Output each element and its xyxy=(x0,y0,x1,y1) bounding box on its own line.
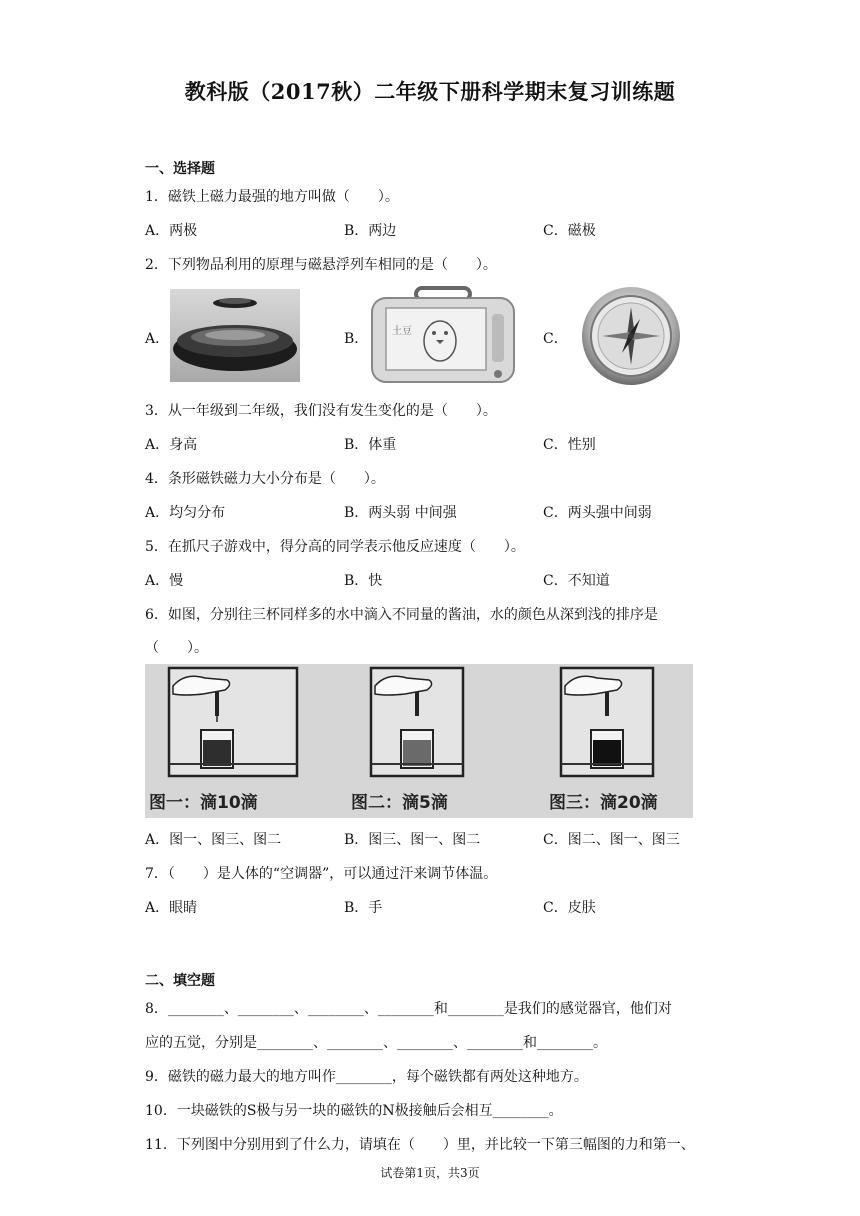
q4-option-c: C．两头强中间弱 xyxy=(543,505,652,521)
question-11: 11．下列图中分别用到了什么力，请填在（ ）里，并比较一下第三幅图的力和第一、 xyxy=(145,1137,695,1153)
question-7: 7．（ ）是人体的“空调器”，可以通过汗来调节体温。 xyxy=(145,866,498,882)
question-8-line-2: 应的五觉，分别是________、________、________、________和________。 xyxy=(145,1035,607,1051)
q6-option-b: B．图三、图一、图二 xyxy=(344,832,481,848)
q3-option-a: A．身高 xyxy=(145,437,198,453)
q2-option-a: A． xyxy=(145,331,170,347)
soy-sauce-cups-figure xyxy=(145,664,693,818)
levitating-globe-photo xyxy=(170,289,300,382)
q4-option-a: A．均匀分布 xyxy=(145,505,226,521)
question-4: 4．条形磁铁磁力大小分布是（ ）。 xyxy=(145,471,385,487)
q7-option-c: C．皮肤 xyxy=(543,900,596,916)
compass-photo xyxy=(580,285,682,387)
section-fill-in-blank: 二、填空题 xyxy=(145,973,215,989)
q2-option-b: B． xyxy=(344,331,369,347)
q7-option-a: A．眼睛 xyxy=(145,900,198,916)
question-1: 1．磁铁上磁力最强的地方叫做（ ）。 xyxy=(145,189,399,205)
question-3: 3．从一年级到二年级，我们没有发生变化的是（ ）。 xyxy=(145,403,497,419)
question-6-line-2: （ ）。 xyxy=(145,640,208,656)
q7-option-b: B．手 xyxy=(344,900,383,916)
q1-option-a: A．两极 xyxy=(145,223,198,239)
cup-panel-1 xyxy=(169,668,297,776)
cup-panel-2 xyxy=(371,668,463,776)
question-6-line-1: 6．如图，分别往三杯同样多的水中滴入不同量的酱油，水的颜色从深到浅的排序是 xyxy=(145,607,658,623)
page-footer: 试卷第1页，共3页 xyxy=(380,1166,480,1180)
q5-option-c: C．不知道 xyxy=(543,573,610,589)
q6-option-a: A．图一、图三、图二 xyxy=(145,832,282,848)
q5-option-a: A．慢 xyxy=(145,573,184,589)
section-multiple-choice: 一、选择题 xyxy=(145,161,215,177)
caption-figure-3: 图三：滴20滴 xyxy=(549,793,658,813)
q1-option-c: C．磁极 xyxy=(543,223,596,239)
cup-panel-3 xyxy=(561,668,653,776)
question-2: 2．下列物品利用的原理与磁悬浮列车相同的是（ ）。 xyxy=(145,257,497,273)
magnetic-drawing-board-photo xyxy=(368,286,518,386)
q3-option-c: C．性别 xyxy=(543,437,596,453)
question-5: 5．在抓尺子游戏中，得分高的同学表示他反应速度（ ）。 xyxy=(145,539,525,555)
question-8-line-1: 8．________、________、________、________和________是我们的感觉器官，他们对 xyxy=(145,1001,672,1017)
q1-option-b: B．两边 xyxy=(344,223,397,239)
question-10: 10．一块磁铁的S极与另一块的磁铁的N极接触后会相互________。 xyxy=(145,1103,563,1119)
q4-option-b: B．两头弱 中间强 xyxy=(344,505,457,521)
q6-option-c: C．图二、图一、图三 xyxy=(543,832,680,848)
page-title: 教科版（2017秋）二年级下册科学期末复习训练题 xyxy=(184,79,676,104)
q2-option-c: C． xyxy=(543,331,568,347)
caption-figure-2: 图二：滴5滴 xyxy=(351,793,448,813)
q3-option-b: B．体重 xyxy=(344,437,397,453)
q5-option-b: B．快 xyxy=(344,573,383,589)
tablet-drawing-text: 土豆 xyxy=(392,326,412,337)
question-9: 9．磁铁的磁力最大的地方叫作________，每个磁铁都有两处这种地方。 xyxy=(145,1069,588,1085)
caption-figure-1: 图一：滴10滴 xyxy=(149,793,258,813)
